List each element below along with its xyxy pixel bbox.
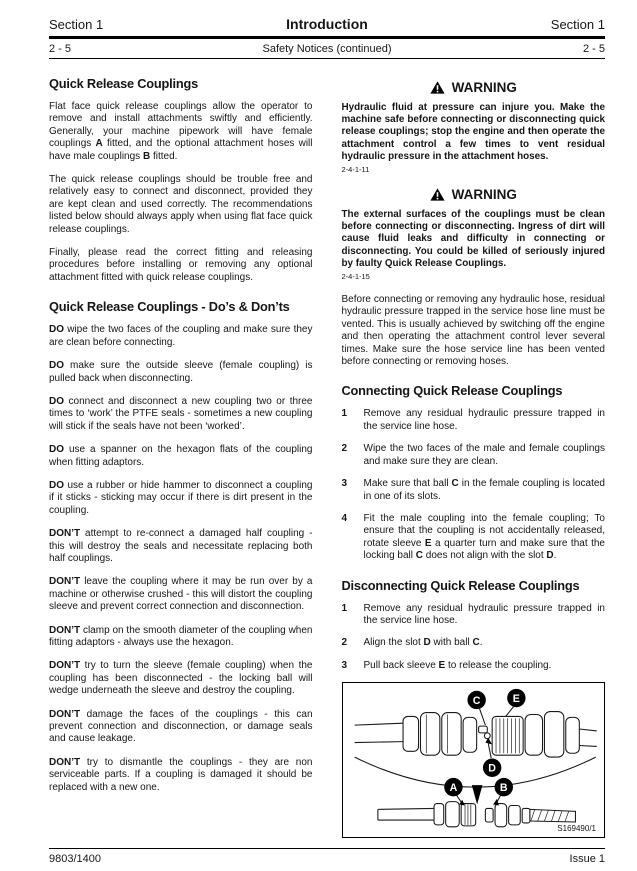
warning-box xyxy=(342,80,606,174)
svg-text:B: B xyxy=(499,782,508,795)
warning-box xyxy=(342,187,606,281)
heading-quick-release-couplings: Quick Release Couplings xyxy=(49,76,199,91)
step-number: 2 xyxy=(341,443,348,455)
heading-dos-and-donts: Quick Release Couplings - Do’s & Don’ts xyxy=(49,299,290,315)
step-text: Make sure that ball C in the female coupling is located in one of its slots. xyxy=(363,478,605,502)
callout-badge-e xyxy=(505,689,525,717)
step-text: Remove any residual hydraulic pressure trapped in the service line hose. xyxy=(363,602,605,626)
connecting-step xyxy=(342,443,606,468)
dos-donts-item: DO use a spanner on the hexagon flats of the coupling when fitting adaptors. xyxy=(49,444,313,468)
svg-text:A: A xyxy=(449,782,457,795)
step-number: 2 xyxy=(341,637,348,649)
disconnecting-step xyxy=(342,637,606,649)
dos-donts-item: DON’T try to dismantle the couplings - they are non serviceable parts. If a coupling is damaged it should be replaced with a new one. xyxy=(49,756,313,793)
dos-donts-item: DO connect and disconnect a new coupling two or three times to ‘work’ the PTFE seals - sometimes a new coupling will stick if the seals have not been ‘worked’. xyxy=(49,395,313,432)
header-rule-thin xyxy=(49,58,605,59)
heading-disconnecting: Disconnecting Quick Release Couplings xyxy=(341,577,580,593)
disconnecting-step xyxy=(342,660,606,672)
dos-donts-item: DON’T leave the coupling where it may be run over by a machine or otherwise crushed - this will distort the coupling sleeve and prevent correct connection and disconnection. xyxy=(49,576,313,613)
page-body xyxy=(49,76,605,845)
step-text: Wipe the two faces of the male and female couplings and make sure they are clean. xyxy=(363,443,605,467)
svg-text:C: C xyxy=(472,694,480,707)
warning-header xyxy=(342,80,606,95)
step-number: 1 xyxy=(341,602,348,614)
dos-donts-item: DO wipe the two faces of the coupling and make sure they are clean before connecting. xyxy=(49,324,313,348)
connecting-step xyxy=(342,478,606,503)
warning-triangle-icon xyxy=(430,81,445,94)
page-number-left: 2 - 5 xyxy=(49,43,72,55)
warning-text: The external surfaces of the couplings must be clean before connecting or disconnecting. Ingress of dirt will cause fluid leaks and difficulty in connecting or disconnecting. You could be killed of seriously injured by faulty Quick Release Couplings. xyxy=(341,209,605,269)
warning-text: Hydraulic fluid at pressure can injure you. Make the machine safe before connecting or disconnecting quick release couplings; stop the engine and then operate the attachment control a few times to vent residual hydraulic pressure in the attachment hoses. xyxy=(341,102,605,162)
connecting-step xyxy=(342,408,606,433)
intro-paragraph: Finally, please read the correct fitting and releasing procedures before installing or removing any optional attachment fitted with quick release couplings. xyxy=(49,247,313,283)
figure-reference: S169490/1 xyxy=(557,824,596,834)
svg-text:E: E xyxy=(512,693,520,706)
step-text: Fit the male coupling into the female coupling; To ensure that the coupling is not accidentally released, rotate sleeve E a quarter turn and make sure that the locking ball C does not align with the slot D. xyxy=(363,512,605,562)
step-text: Align the slot D with ball C. xyxy=(363,637,483,649)
dos-donts-item: DON’T clamp on the smooth diameter of the coupling when fitting adaptors - always use the hexagon. xyxy=(49,624,313,648)
warning-header xyxy=(342,187,606,202)
dos-donts-item: DON’T damage the faces of the couplings - this can prevent connection and disconnection, or damage seals and cause leakage. xyxy=(49,708,313,745)
footer-issue: Issue 1 xyxy=(569,853,605,865)
step-number: 3 xyxy=(341,659,348,671)
page-header xyxy=(49,16,605,59)
dos-donts-item: DON’T attempt to re-connect a damaged half coupling - this will destroy the seals and necessitate replacing both half couplings. xyxy=(49,528,313,564)
page-number-right: 2 - 5 xyxy=(582,43,605,55)
intro-paragraph: The quick release couplings should be trouble free and relatively easy to connect and disconnect, provided they are kept clean and used correctly. The recommendations listed below should always apply when using flat face quick release couplings. xyxy=(49,174,313,235)
left-column xyxy=(49,76,313,845)
header-section-left: Section 1 xyxy=(49,17,104,32)
step-text: Remove any residual hydraulic pressure trapped in the service line hose. xyxy=(363,408,605,432)
warning-triangle-icon xyxy=(430,188,445,201)
venting-paragraph: Before connecting or removing any hydraulic hose, residual hydraulic pressure trapped in the service hose line must be vented. This is usually achieved by switching off the engine and then operating the attachment control lever several times. Make sure the hose service line has been vented before connecting or removing hoses. xyxy=(341,294,605,368)
step-text: Pull back sleeve E to release the coupling. xyxy=(363,659,552,671)
warning-code: 2-4-1-15 xyxy=(341,272,370,282)
coupling-line-drawing xyxy=(343,683,605,837)
page-footer xyxy=(49,845,605,865)
dos-donts-item: DO use a rubber or hide hammer to disconnect a coupling if it sticks - sticking may occur if there is dirt present in the coupling. xyxy=(49,479,313,516)
page-title: Introduction xyxy=(286,16,368,32)
warning-title: WARNING xyxy=(451,80,517,95)
svg-text:D: D xyxy=(487,762,496,775)
header-section-right: Section 1 xyxy=(550,17,605,32)
header-subtitle: Safety Notices (continued) xyxy=(262,43,392,55)
step-number: 1 xyxy=(341,408,348,420)
warning-code: 2-4-1-11 xyxy=(341,165,370,175)
disconnecting-step xyxy=(342,603,606,628)
connecting-step xyxy=(342,513,606,563)
heading-connecting: Connecting Quick Release Couplings xyxy=(341,383,563,399)
warning-title: WARNING xyxy=(451,187,517,203)
footer-publication-number: 9803/1400 xyxy=(49,853,101,865)
right-column xyxy=(342,76,606,845)
intro-paragraph: Flat face quick release couplings allow the operator to remove and install attachments swiftly and efficiently. Generally, your machine pipework will have female couplings A fitted, and the optional attachment hoses will have male couplings B fitted. xyxy=(49,101,313,162)
dos-donts-item: DO make sure the outside sleeve (female coupling) is pulled back when disconnecting. xyxy=(49,360,313,384)
header-rule-thick xyxy=(49,36,605,39)
pointer-triangle xyxy=(471,785,482,804)
step-number: 4 xyxy=(341,512,348,524)
upper-coupling-drawing xyxy=(354,712,596,758)
dos-donts-item: DON’T try to turn the sleeve (female coupling) when the coupling has been disconnected - the locking ball will wedge underneath the sleeve and destroy the coupling. xyxy=(49,660,313,697)
magnifier-arc xyxy=(354,757,595,787)
lower-coupling-drawing xyxy=(377,802,575,827)
step-number: 3 xyxy=(341,478,348,490)
coupling-figure xyxy=(342,682,606,838)
callout-badge-b xyxy=(493,778,513,806)
